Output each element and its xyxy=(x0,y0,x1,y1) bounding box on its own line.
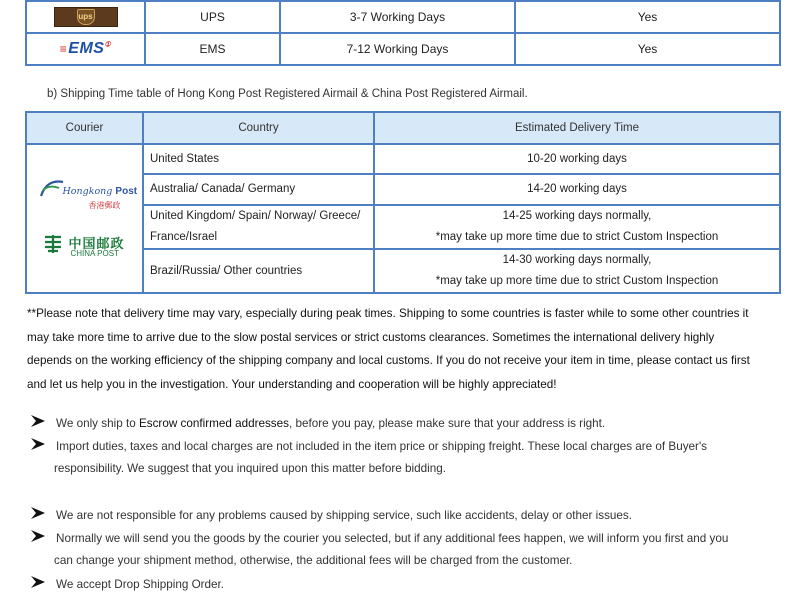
china-post-emblem-icon xyxy=(43,233,63,255)
table-row xyxy=(26,1,780,33)
post-shipping-time-table xyxy=(25,111,781,294)
table-row xyxy=(26,144,780,174)
note-line: and let us help you in the investigation. Your understanding and cooperation will be highly appreciated! xyxy=(27,377,557,391)
courier-logo-cell xyxy=(26,33,145,65)
hongkong-post-logo: Hongkong Post 香港郵政 xyxy=(37,174,133,214)
courier-logo-cell xyxy=(26,1,145,33)
table-header-row xyxy=(26,112,780,144)
delivery-time-cell: 14-30 working days normally, *may take up more time due to strict Custom Inspection xyxy=(374,249,780,293)
table-row xyxy=(26,33,780,65)
country-cell: Australia/ Canada/ Germany xyxy=(143,174,374,205)
hongkong-post-swirl-icon xyxy=(39,178,65,200)
country-cell: Brazil/Russia/ Other countries xyxy=(143,249,374,293)
china-post-logo: 中国邮政 CHINA POST xyxy=(39,231,131,261)
header-delivery-time: Estimated Delivery Time xyxy=(374,112,780,144)
arrow-bullet-icon xyxy=(30,414,46,428)
delivery-time-cell: 14-25 working days normally, *may take up more time due to strict Custom Inspection xyxy=(374,205,780,249)
delivery-time-cell: 10-20 working days xyxy=(374,144,780,174)
arrow-bullet-icon xyxy=(30,529,46,543)
delivery-note xyxy=(27,302,785,396)
note-line: depends on the working efficiency of the shipping company and local customs. If you do not receive your item in time, please contact us first xyxy=(27,354,750,367)
delivery-time-cell: 14-20 working days xyxy=(374,174,780,205)
arrow-bullet-icon xyxy=(30,437,46,451)
delivery-time: 3-7 Working Days xyxy=(280,1,515,33)
country-cell: United Kingdom/ Spain/ Norway/ Greece/ France/Israel xyxy=(143,205,374,249)
country-cell: United States xyxy=(143,144,374,174)
courier-name: UPS xyxy=(145,1,280,33)
delivery-time: 7-12 Working Days xyxy=(280,33,515,65)
express-shipping-table xyxy=(25,0,781,66)
arrow-bullet-icon xyxy=(30,575,46,589)
note-line: **Please note that delivery time may vary, especially during peak times. Shipping to some countries is faster while to some other countries it xyxy=(27,307,749,320)
arrow-bullet-icon xyxy=(30,506,46,520)
note-line: may take more time to arrive due to the slow postal services or strict customs clearances. Sometimes the international delivery highly xyxy=(27,330,715,344)
table-caption: b) Shipping Time table of Hong Kong Post Registered Airmail & China Post Registered Airmail. xyxy=(47,88,528,100)
courier-name: EMS xyxy=(145,33,280,65)
header-courier: Courier xyxy=(26,112,143,144)
ems-logo: ≡EMS① xyxy=(59,40,112,57)
tracking-available: Yes xyxy=(515,1,780,33)
ups-logo: ups xyxy=(54,7,118,27)
tracking-available: Yes xyxy=(515,33,780,65)
header-country: Country xyxy=(143,112,374,144)
courier-logos-cell xyxy=(26,144,143,293)
